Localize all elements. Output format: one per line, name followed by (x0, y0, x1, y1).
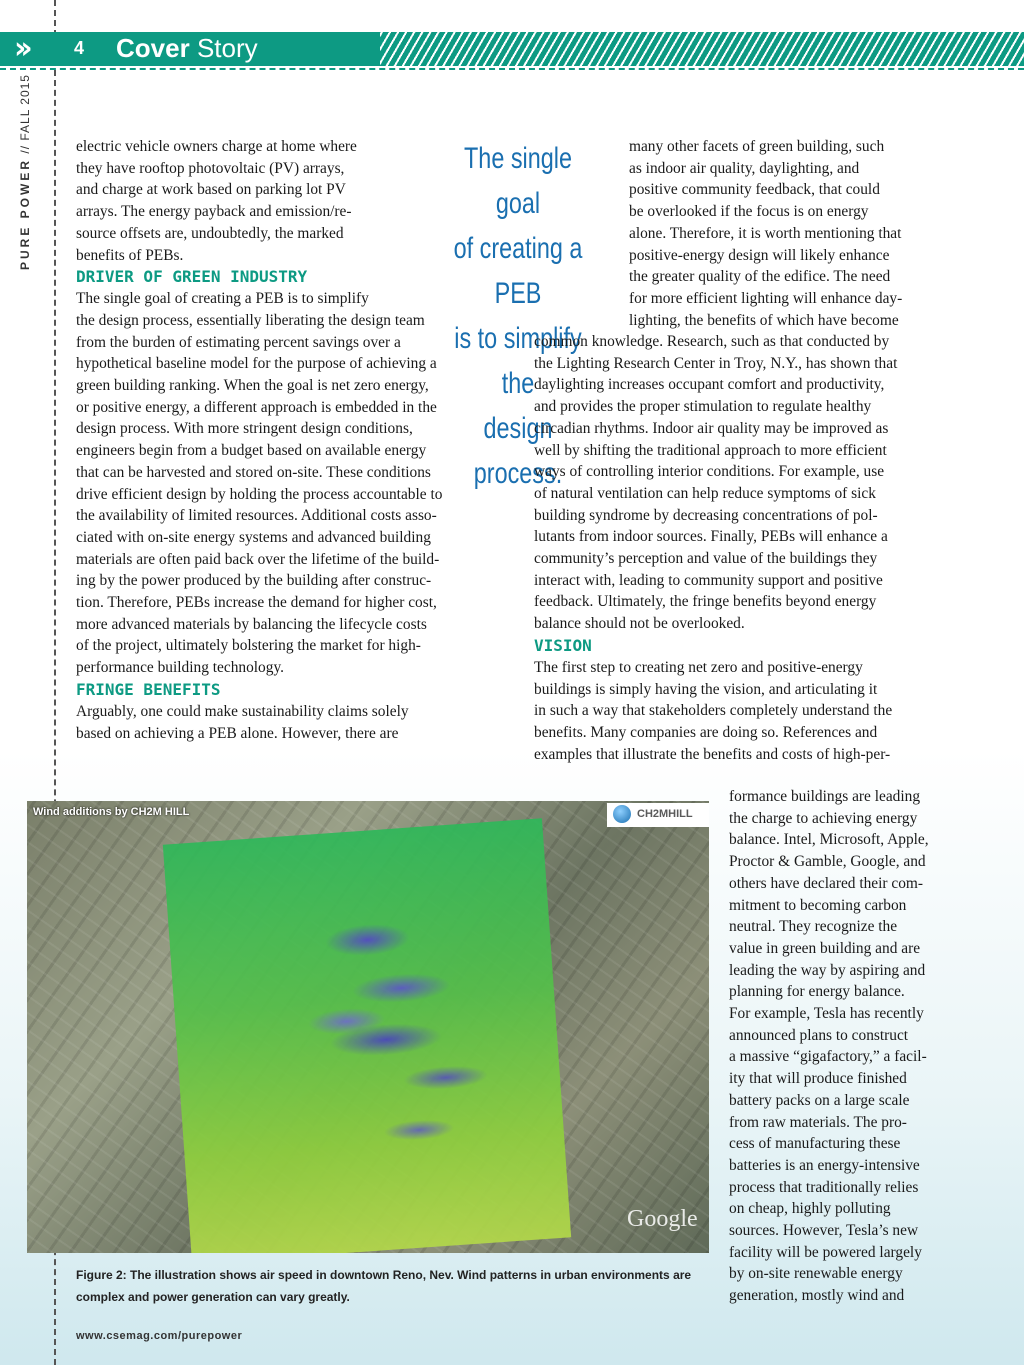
body-line: based on achieving a PEB alone. However, there are (76, 724, 399, 742)
body-line: ing by the power produced by the building after construc- (76, 572, 432, 590)
body-line: tion. Therefore, PEBs increase the demand for higher cost, (76, 594, 437, 612)
body-line: well by shifting the traditional approach to more efficient (534, 441, 887, 459)
issue-date: // FALL 2015 (18, 74, 32, 154)
body-line: neutral. They recognize the (729, 918, 898, 936)
pull-quote-line: is to simplify the (454, 322, 582, 400)
body-line: facility will be powered largely (729, 1243, 922, 1261)
body-line: performance building technology. (76, 659, 284, 677)
caption-line: complex and power generation can vary greatly. (76, 1290, 350, 1304)
body-line: sources. However, Tesla’s new (729, 1222, 919, 1240)
body-line: drive efficient design by holding the process accountable to (76, 485, 443, 503)
body-line: Proctor & Gamble, Google, and (729, 853, 926, 871)
pull-quote-line: of creating a PEB (453, 232, 583, 310)
sidebar-publication (18, 74, 32, 270)
body-line: the charge to achieving energy (729, 809, 918, 827)
body-line: source offsets are, undoubtedly, the marked (76, 224, 344, 242)
body-line: battery packs on a large scale (729, 1091, 910, 1109)
body-line: daylighting increases occupant comfort and productivity, (534, 376, 885, 394)
body-line: building syndrome by decreasing concentrations of pol- (534, 506, 878, 524)
body-line: process that traditionally relies (729, 1178, 919, 1196)
body-line: feedback. Ultimately, the fringe benefits beyond energy (534, 593, 877, 611)
caption-line: Figure 2: The illustration shows air speed in downtown Reno, Nev. Wind patterns in urban environments are (76, 1268, 692, 1282)
body-line: common knowledge. Research, such as that conducted by (534, 333, 890, 350)
figure-overlay-label: Wind additions by CH2M HILL (33, 806, 190, 818)
body-line: that can be harvested and stored on-site. These conditions (76, 463, 431, 481)
body-line: mitment to becoming carbon (729, 896, 907, 914)
body-line: balance should not be overlooked. (534, 615, 745, 633)
figure-caption (76, 1264, 706, 1308)
body-line: balance. Intel, Microsoft, Apple, (729, 831, 929, 849)
body-line: a massive “gigafactory,” a facil- (729, 1048, 927, 1066)
right-column-main (534, 331, 974, 765)
heading-fringe-benefits: FRINGE BENEFITS (76, 679, 221, 699)
body-line: by on-site renewable energy (729, 1265, 903, 1283)
body-line: they have rooftop photovoltaic (PV) arrays, (76, 159, 345, 177)
body-line: electric vehicle owners charge at home where (76, 138, 357, 155)
body-line: the greater quality of the edifice. The need (629, 268, 891, 286)
body-line: or positive energy, a different approach is embedded in the (76, 398, 437, 416)
body-line: The single goal of creating a PEB is to simplify (76, 290, 369, 308)
body-line: the availability of limited resources. Additional costs asso- (76, 507, 437, 525)
body-line: benefits of PEBs. (76, 246, 184, 264)
body-line: benefits. Many companies are doing so. References and (534, 723, 878, 741)
body-line: interact with, leading to community support and positive (534, 571, 883, 589)
ch2mhill-logo (607, 803, 709, 827)
logo-text: CH2MHILL (637, 808, 693, 820)
body-line: leading the way by aspiring and (729, 961, 926, 979)
body-line: planning for energy balance. (729, 983, 905, 1001)
body-line: community’s perception and value of the buildings they (534, 550, 878, 568)
body-line: ity that will produce finished (729, 1070, 907, 1088)
publication-name: PURE POWER (18, 157, 32, 270)
body-line: on cheap, highly polluting (729, 1200, 891, 1218)
body-line: announced plans to construct (729, 1026, 909, 1044)
body-line: the Lighting Research Center in Troy, N.Y., has shown that (534, 354, 898, 372)
body-line: materials are often paid back over the lifetime of the build- (76, 550, 440, 568)
heading-vision: VISION (534, 635, 592, 655)
body-line: lighting, the benefits of which have become (629, 311, 899, 329)
body-line: of the project, ultimately bolstering the market for high- (76, 637, 421, 655)
pull-quote-line: design process. (473, 412, 563, 490)
section-title (116, 33, 258, 64)
body-line: and charge at work based on parking lot PV (76, 181, 346, 199)
body-line: positive community feedback, that could (629, 181, 880, 199)
footer-url: www.csemag.com/purepower (76, 1330, 243, 1342)
wind-map-figure (27, 801, 709, 1253)
body-line: in such a way that stakeholders completely understand the (534, 702, 893, 720)
section-title-light: Story (196, 33, 258, 63)
body-line: the design process, essentially liberating the design team (76, 311, 425, 329)
body-line: The first step to creating net zero and positive-energy (534, 658, 863, 676)
body-line: positive-energy design will likely enhance (629, 246, 890, 264)
body-line: others have declared their com- (729, 874, 923, 892)
header-hatch-pattern (380, 32, 1024, 66)
chevron-right-icon: ›› (14, 31, 27, 66)
page-number: 4 (74, 38, 85, 58)
body-line: For example, Tesla has recently (729, 1005, 924, 1023)
body-line: be overlooked if the focus is on energy (629, 203, 869, 221)
right-column-top (629, 136, 969, 331)
body-line: cess of manufacturing these (729, 1135, 901, 1153)
right-column-bottom (729, 786, 969, 1307)
body-line: as indoor air quality, daylighting, and (629, 159, 860, 177)
body-line: of natural ventilation can help reduce symptoms of sick (534, 484, 876, 502)
body-line: alone. Therefore, it is worth mentioning that (629, 224, 902, 242)
body-line: batteries is an energy-intensive (729, 1156, 920, 1174)
body-line: and provides the proper stimulation to regulate healthy (534, 398, 872, 416)
left-column-intro (76, 136, 506, 744)
body-line: value in green building and are (729, 939, 921, 957)
heading-driver-of-green-industry: DRIVER OF GREEN INDUSTRY (76, 267, 308, 287)
body-line: Arguably, one could make sustainability claims solely (76, 702, 409, 720)
body-line: generation, mostly wind and (729, 1287, 905, 1305)
section-title-bold: Cover (116, 33, 190, 63)
body-line: hypothetical baseline model for the purpose of achieving a (76, 355, 437, 373)
body-line: circadian rhythms. Indoor air quality may be improved as (534, 419, 889, 437)
body-line: arrays. The energy payback and emission/re- (76, 203, 352, 221)
body-line: from raw materials. The pro- (729, 1113, 907, 1131)
body-line: examples that illustrate the benefits and costs of high-per- (534, 745, 891, 763)
header-dashed-rule (0, 68, 1024, 70)
body-line: lutants from indoor sources. Finally, PEBs will enhance a (534, 528, 888, 546)
air-speed-heatmap-overlay (163, 818, 571, 1253)
body-line: design process. With more stringent design conditions, (76, 420, 413, 438)
body-line: more advanced materials by balancing the lifecycle costs (76, 615, 427, 633)
body-line: formance buildings are leading (729, 788, 921, 805)
body-line: buildings is simply having the vision, and articulating it (534, 680, 878, 698)
body-line: ways of controlling interior conditions. For example, use (534, 463, 885, 481)
pull-quote-line: The single goal (464, 142, 572, 220)
google-watermark: Google (627, 1206, 698, 1232)
body-line: from the burden of estimating percent savings over a (76, 333, 401, 351)
body-line: green building ranking. When the goal is net zero energy, (76, 377, 429, 395)
body-line: ciated with on-site energy systems and advanced building (76, 528, 431, 546)
body-line: many other facets of green building, such (629, 138, 885, 155)
body-line: engineers begin from a budget based on available energy (76, 442, 427, 460)
body-line: for more efficient lighting will enhance day- (629, 289, 903, 307)
globe-icon (613, 805, 631, 823)
